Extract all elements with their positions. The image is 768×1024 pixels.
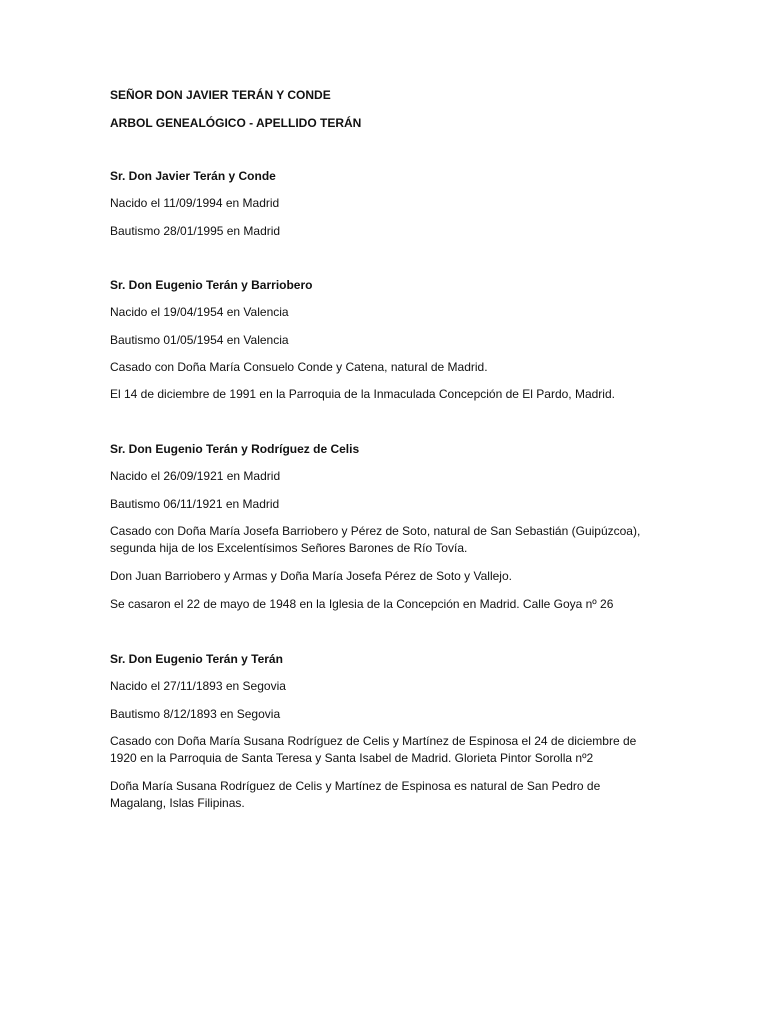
section-1-baptism: Bautismo 28/01/1995 en Madrid bbox=[110, 224, 281, 238]
section-4-marriage: Casado con Doña María Susana Rodríguez de Celis y Martínez de Espinosa el 24 de diciembre de 1920 en la Parroquia de Santa Teresa y Santa Isabel de Madrid. Glorieta Pintor Sorolla nº2 bbox=[110, 734, 637, 765]
section-3-marriage-place: Se casaron el 22 de mayo de 1948 en la Iglesia de la Concepción en Madrid. Calle Goya nº 26 bbox=[110, 597, 614, 611]
section-2-baptism: Bautismo 01/05/1954 en Valencia bbox=[110, 333, 289, 347]
section-3-marriage: Casado con Doña María Josefa Barriobero y Pérez de Soto, natural de San Sebastián (Guipúzcoa), segunda hija de los Excelentísimos Señores Barones de Río Tovía. bbox=[110, 524, 641, 555]
section-3-baptism: Bautismo 06/11/1921 en Madrid bbox=[110, 497, 280, 511]
section-3-name: Sr. Don Eugenio Terán y Rodríguez de Celis bbox=[110, 442, 360, 456]
section-3-birth: Nacido el 26/09/1921 en Madrid bbox=[110, 469, 281, 483]
section-4-name: Sr. Don Eugenio Terán y Terán bbox=[110, 652, 283, 666]
section-2-birth: Nacido el 19/04/1954 en Valencia bbox=[110, 305, 289, 319]
section-1-name: Sr. Don Javier Terán y Conde bbox=[110, 169, 276, 183]
section-4-baptism: Bautismo 8/12/1893 en Segovia bbox=[110, 707, 281, 721]
section-2-marriage: Casado con Doña María Consuelo Conde y Catena, natural de Madrid. bbox=[110, 360, 488, 374]
section-3-parents: Don Juan Barriobero y Armas y Doña María Josefa Pérez de Soto y Vallejo. bbox=[110, 569, 512, 583]
document-heading-2: ARBOL GENEALÓGICO - APELLIDO TERÁN bbox=[110, 116, 362, 130]
section-4-origin: Doña María Susana Rodríguez de Celis y Martínez de Espinosa es natural de San Pedro de Magalang, Islas Filipinas. bbox=[110, 779, 601, 810]
section-2-name: Sr. Don Eugenio Terán y Barriobero bbox=[110, 278, 313, 292]
section-4-birth: Nacido el 27/11/1893 en Segovia bbox=[110, 679, 286, 693]
document-heading-1: SEÑOR DON JAVIER TERÁN Y CONDE bbox=[110, 88, 331, 102]
section-1-birth: Nacido el 11/09/1994 en Madrid bbox=[110, 196, 280, 210]
section-2-marriage-place: El 14 de diciembre de 1991 en la Parroquia de la Inmaculada Concepción de El Pardo, Madrid. bbox=[110, 387, 615, 401]
